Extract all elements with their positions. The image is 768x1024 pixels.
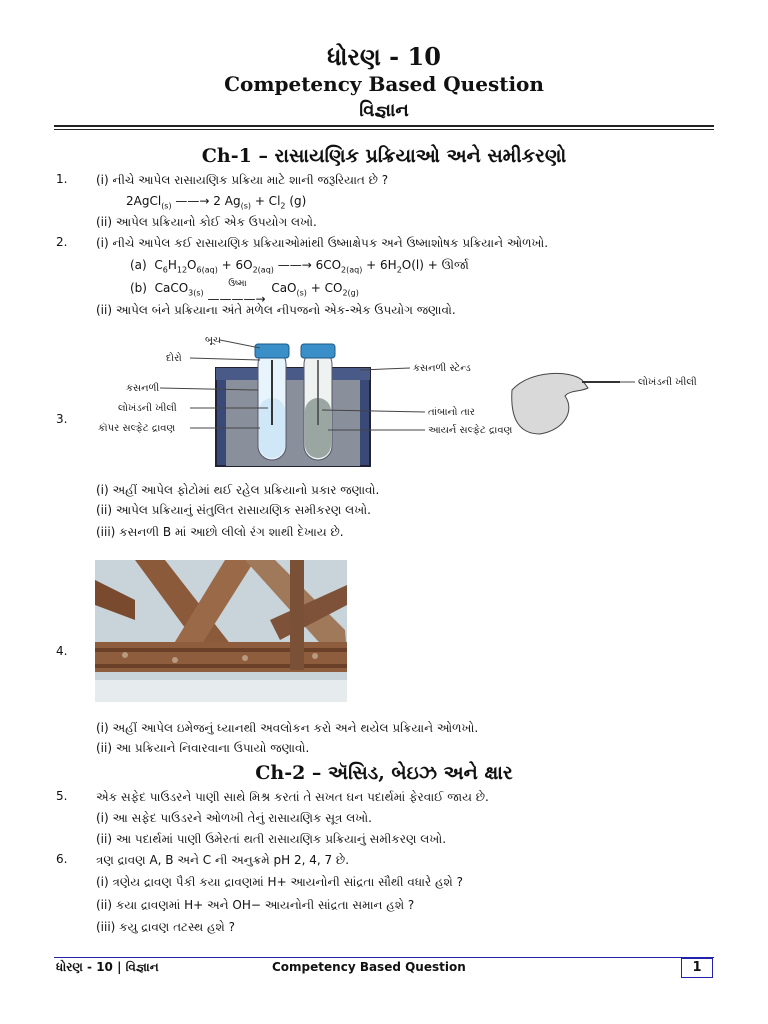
leader [220,340,260,348]
document-subtitle: Competency Based Question [224,72,544,96]
q1-part-i: (i) નીચે આપેલ રાસાયણિક પ્રક્રિયા માટે શાની જરૂરિયાત છે ? [96,173,389,187]
question-number: 6. [56,852,68,866]
grade-title: ધોરણ - 10 [327,42,441,71]
label-thread: દોરો [166,353,182,364]
rusted-bridge-photo [95,560,347,702]
chapter-2-title: Ch-2 – ઍસિડ, બેઇઝ અને ક્ષાર [255,762,513,784]
label-stand: કસનળી સ્ટેન્ડ [413,363,471,374]
label-wire: તાંબાનો તાર [428,407,475,418]
label-copper-solution: કૉપર સલ્ફેટ દ્રાવણ [98,423,176,434]
q3-part-i: (i) અહીં આપેલ ફોટોમાં થઈ રહેલ પ્રક્રિયાનો પ્રકાર જણાવો. [96,483,380,497]
cork-b [301,344,335,358]
subject-title: વિજ્ઞાન [359,100,409,121]
q2-equation-b: (b) CaCO$_{3(s)}$ ઉષ્મા ————→ $CaO_{(s)} + CO_{2(g)}$ [130,279,359,306]
label-cork: બૂચ [205,335,222,346]
label-iron-solution: આયર્ન સલ્ફેટ દ્રાવણ [428,425,513,436]
footer-left: ધોરણ - 10 | વિજ્ઞાન [56,960,159,974]
q2-part-i: (i) નીચે આપેલ કઈ રાસાયણિક પ્રક્રિયાઓમાંથી ઉષ્માક્ષેપક અને ઉષ્માશોષક પ્રક્રિયાને ઓળખો. [96,236,549,250]
q1-equation: 2AgCl$_{(s)}$ ——→ 2 $Ag_{(s)} + Cl_2$ (g) [126,194,307,211]
heat-arrow-label: ઉષ્મા [228,279,247,289]
q5-part-i: (i) આ સફેદ પાઉડરને ઓળખી તેનું રાસાયણિક સૂત્ર લખો. [96,811,372,825]
test-tube-diagram [60,330,720,470]
q6-part-ii: (ii) કયા દ્રાવણમાં H+ અને OH− આયનોની સાંદ્રતા સમાન હશે ? [96,898,415,912]
q6-part-i: (i) ત્રણેય દ્રાવણ પૈકી કયા દ્રાવણમાં H+ આયનોની સાંદ્રતા સૌથી વધારે હશે ? [96,875,463,889]
q3-part-ii: (ii) આપેલ પ્રક્રિયાનું સંતુલિત રાસાયણિક સમીકરણ લખો. [96,503,371,517]
q5-part-ii: (ii) આ પદાર્થમાં પાણી ઉમેરતાં થતી રાસાયણિક પ્રક્રિયાનું સમીકરણ લખો. [96,832,447,846]
stand-inner [226,378,360,466]
label-hand-nail: લોખંડની ખીલી [638,377,697,388]
question-number: 2. [56,235,68,249]
hand-shape [512,373,588,434]
q6-stem: ત્રણ દ્રાવણ A, B અને C ની અનુક્રમે pH 2, 4, 7 છે. [96,853,350,867]
q5-stem: એક સફેદ પાઉડરને પાણી સાથે મિશ્ર કરતાં તે સખત ઘન પદાર્થમાં ફેરવાઈ જાય છે. [96,790,489,804]
label-nail: લોખંડની ખીલી [118,403,177,414]
page-number: 1 [681,958,713,978]
q2-equation-a: (a) $C_6H_{12}O_{6(aq)} + 6O_{2(aq)}$ ——→ $6CO_{2(aq)} + 6H_2O(l)$ + ઊર્જા [130,258,469,275]
header-rule [54,125,714,127]
q6-part-iii: (iii) કયુ દ્રાવણ તટસ્થ હશે ? [96,920,235,934]
q4-part-i: (i) અહીં આપેલ ઇમેજનું ધ્યાનથી અવલોકન કરો અને થયેલ પ્રક્રિયાને ઓળખો. [96,721,479,735]
leader [190,358,260,360]
question-number: 4. [56,644,68,658]
footer-center: Competency Based Question [272,960,466,974]
footer-rule [54,957,714,958]
header-rule-thin [54,129,714,130]
q2-part-ii: (ii) આપેલ બંને પ્રક્રિયાના અંતે મળેલ નીપજનો એક-એક ઉપયોગ જણાવો. [96,303,456,317]
q3-part-iii: (iii) કસનળી B માં આછો લીલો રંગ શાથી દેખાય છે. [96,525,344,539]
label-tube: કસનળી [126,383,160,394]
question-number: 3. [56,412,68,426]
stand-top [216,368,370,380]
q1-part-ii: (ii) આપેલ પ્રક્રિયાનો કોઈ એક ઉપયોગ લખો. [96,215,317,229]
question-number: 1. [56,172,68,186]
question-number: 5. [56,789,68,803]
chapter-1-title: Ch-1 – રાસાયણિક પ્રક્રિયાઓ અને સમીકરણો [201,145,567,167]
q4-part-ii: (ii) આ પ્રક્રિયાને નિવારવાના ઉપાયો જણાવો. [96,741,310,755]
cork-a [255,344,289,358]
